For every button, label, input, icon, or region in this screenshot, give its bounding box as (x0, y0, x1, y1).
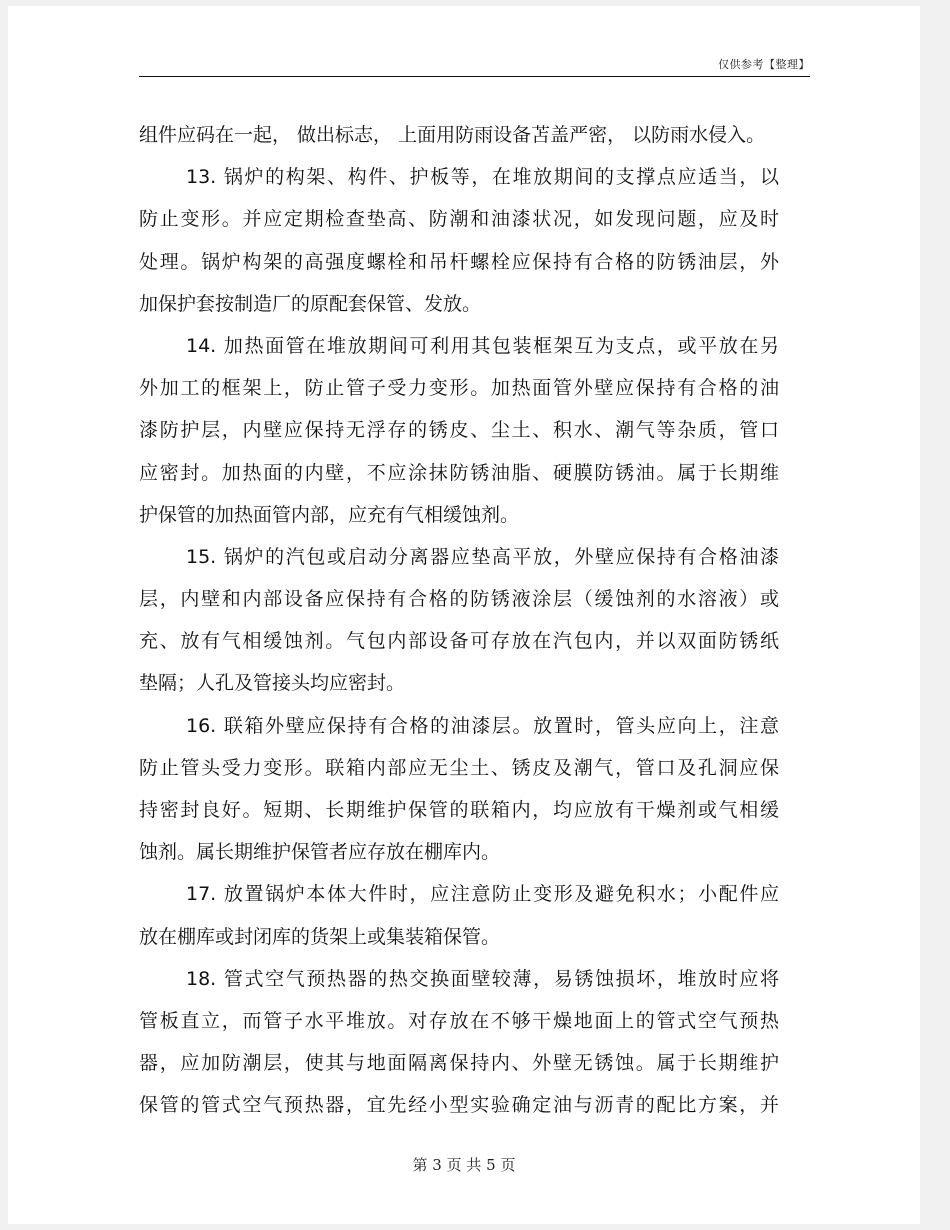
text-line: 管板直立，而管子水平堆放。对存放在不够干燥地面上的管式空气预热 (139, 1009, 779, 1032)
text-line: 充、放有气相缓蚀剂。气包内部设备可存放在汽包内，并以双面防锈纸 (139, 630, 779, 653)
text-line: 组件应码在一起， 做出标志， 上面用防雨设备苫盖严密， 以防雨水侵入。 (139, 124, 766, 146)
text-line: 器，应加防潮层，使其与地面隔离保持内、外壁无锈蚀。属于长期维护 (139, 1052, 779, 1075)
text-line: 防止变形。并应定期检查垫高、防潮和油漆状况，如发现问题，应及时 (139, 208, 779, 231)
header-divider (139, 76, 810, 77)
text-line: 放在棚库或封闭库的货架上或集装箱保管。 (139, 925, 501, 948)
text-line: 护保管的加热面管内部，应充有气相缓蚀剂。 (139, 503, 520, 526)
text-line: 加保护套按制造厂的原配套保管、发放。 (139, 292, 482, 315)
page-header: 仅供参考【整理】 (718, 58, 810, 71)
text-line: 漆防护层，内壁应保持无浮存的锈皮、尘土、积水、潮气等杂质，管口 (139, 419, 779, 442)
text-line: 处理。锅炉构架的高强度螺栓和吊杆螺栓应保持有合格的防锈油层，外 (139, 250, 779, 273)
document-page (8, 6, 920, 1224)
text-line: 持密封良好。短期、长期维护保管的联箱内，均应放有干燥剂或气相缓 (139, 799, 779, 821)
text-line: 垫隔；人孔及管接头均应密封。 (139, 672, 406, 695)
text-line: 17. 放置锅炉本体大件时，应注意防止变形及避免积水；小配件应 (186, 883, 779, 906)
text-line: 层，内壁和内部设备应保持有合格的防锈液涂层（缓蚀剂的水溶液）或 (139, 588, 779, 611)
text-line: 14. 加热面管在堆放期间可利用其包装框架互为支点，或平放在另 (186, 334, 779, 357)
text-line: 保管的管式空气预热器，宜先经小型实验确定油与沥青的配比方案，并 (139, 1094, 779, 1117)
text-line: 外加工的框架上，防止管子受力变形。加热面管外壁应保持有合格的油 (139, 377, 779, 400)
body-text (139, 114, 779, 1127)
page-footer: 第 3 页 共 5 页 (412, 1156, 516, 1174)
text-line: 应密封。加热面的内壁，不应涂抹防锈油脂、硬膜防锈油。属于长期维 (139, 461, 779, 484)
text-line: 防止管头受力变形。联箱内部应无尘土、锈皮及潮气，管口及孔洞应保 (139, 756, 779, 779)
text-line: 16. 联箱外壁应保持有合格的油漆层。放置时，管头应向上，注意 (186, 714, 779, 737)
text-line: 蚀剂。属长期维护保管者应存放在棚库内。 (139, 841, 501, 864)
text-line: 15. 锅炉的汽包或启动分离器应垫高平放，外壁应保持有合格油漆 (186, 545, 779, 568)
text-line: 18. 管式空气预热器的热交换面壁较薄，易锈蚀损坏，堆放时应将 (186, 967, 779, 990)
text-line: 13. 锅炉的构架、构件、护板等，在堆放期间的支撑点应适当，以 (186, 166, 779, 189)
